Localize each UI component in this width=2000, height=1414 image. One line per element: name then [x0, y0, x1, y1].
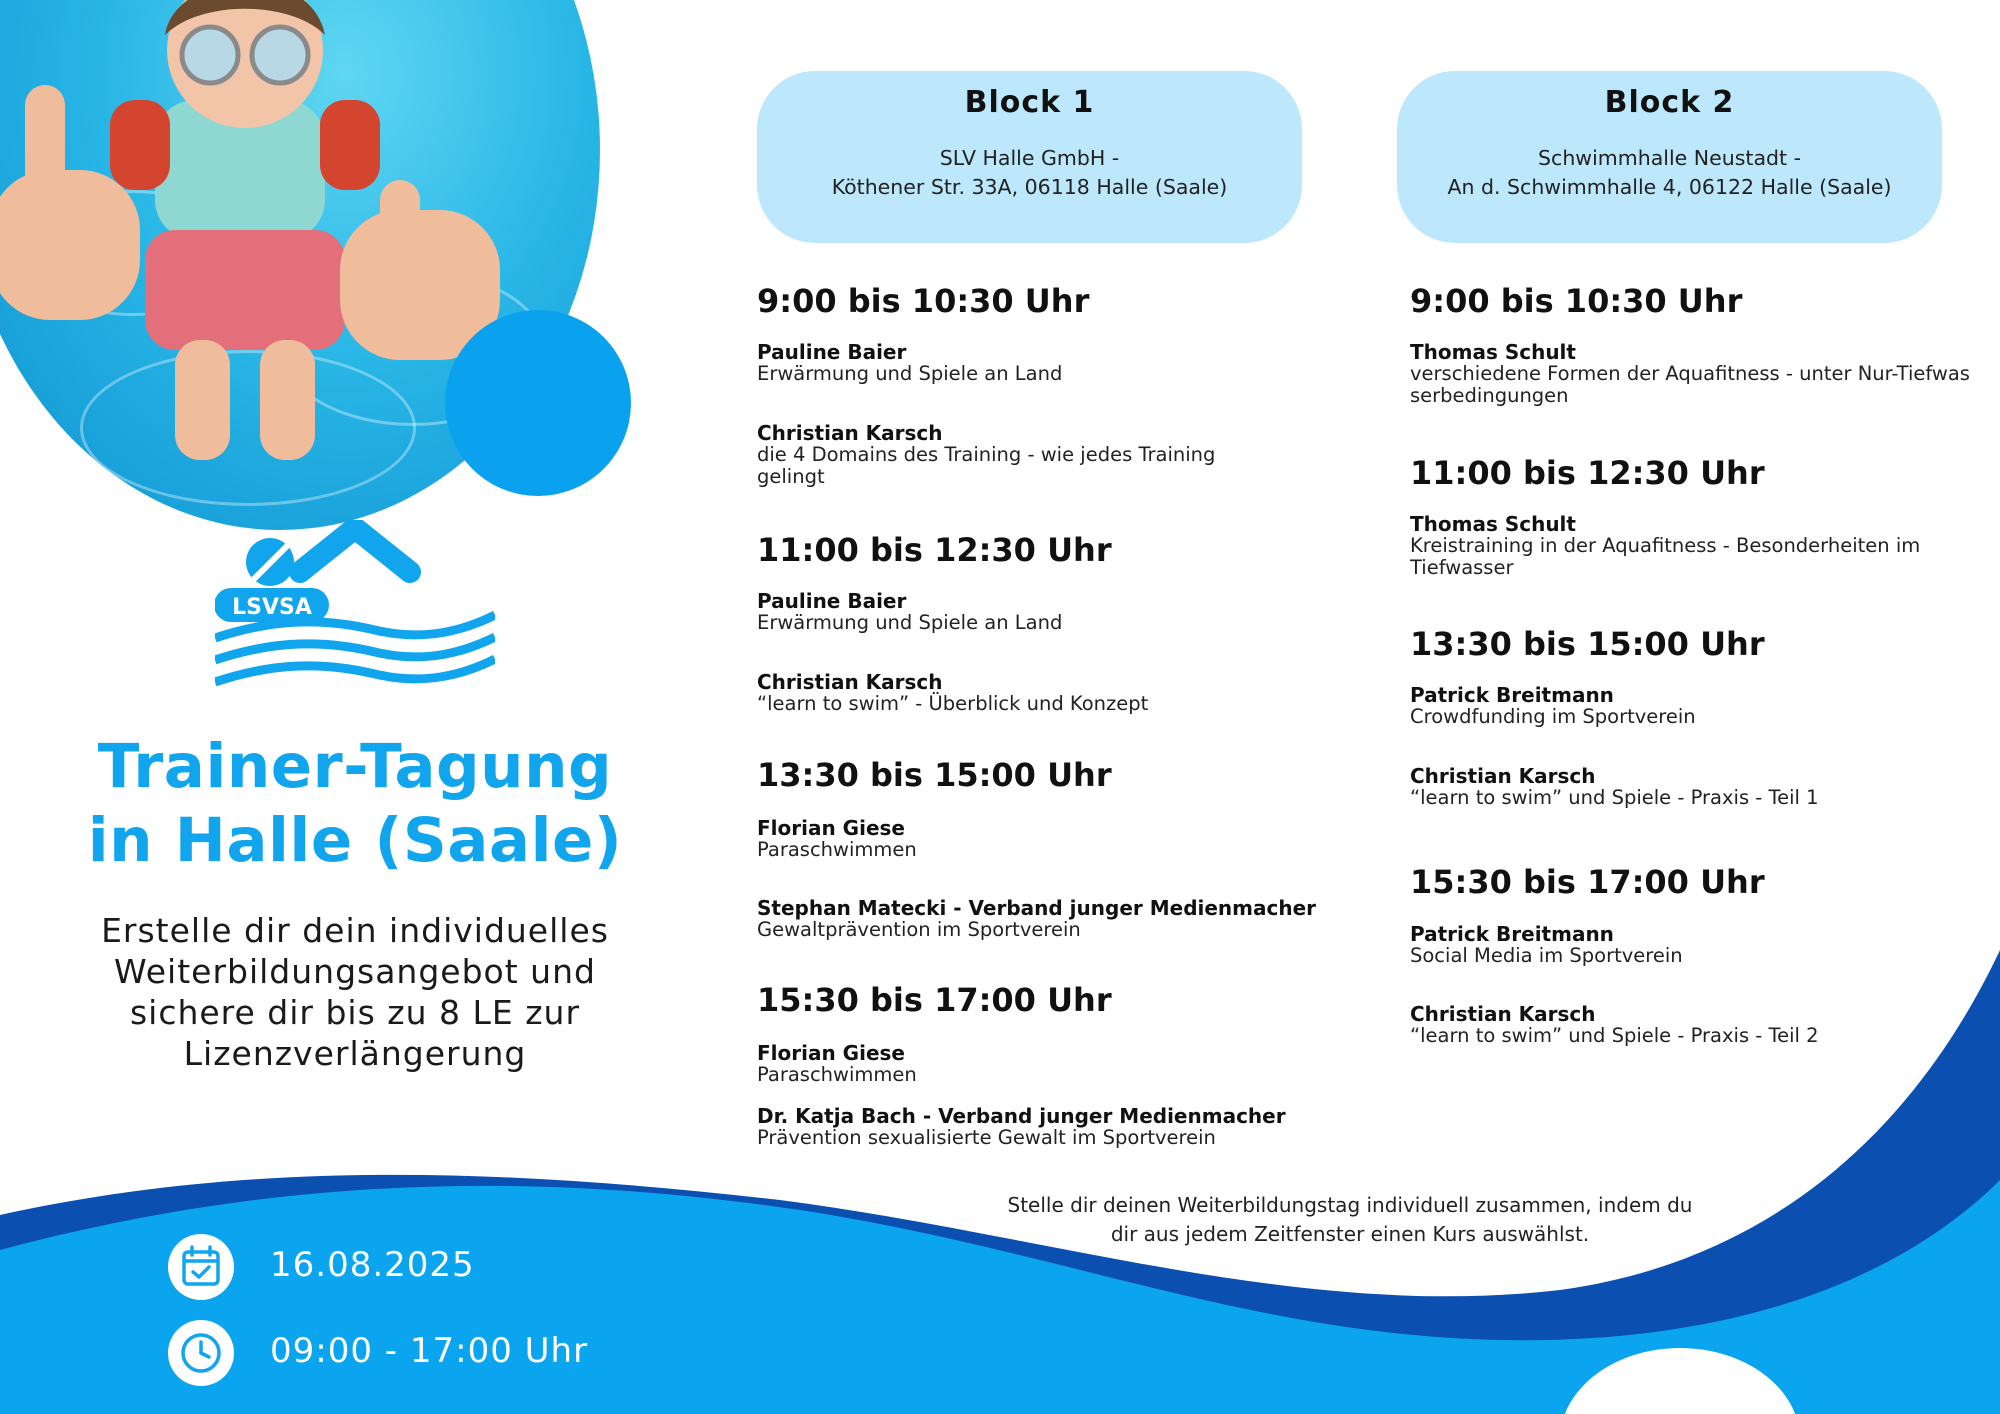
session: [1410, 341, 1980, 407]
session: [1410, 513, 1980, 579]
time-slot: 13:30 bis 15:00 Uhr: [757, 756, 1112, 794]
block-1-title: Block 1: [964, 85, 1095, 120]
session-topic: Gewaltprävention im Sportverein: [757, 918, 1081, 941]
footer-note-line-2: dir aus jedem Zeitfenster einen Kurs auswählst.: [1110, 1222, 1590, 1246]
session-speaker: Christian Karsch: [757, 670, 943, 694]
session: [757, 817, 1317, 861]
accent-circle: [445, 310, 631, 496]
session-speaker: Florian Giese: [757, 816, 905, 840]
session-speaker: Stephan Matecki - Verband junger Medienmacher: [757, 896, 1317, 920]
time-slot: 15:30 bis 17:00 Uhr: [757, 981, 1112, 1019]
block-2-location-line-1: Schwimmhalle Neustadt -: [1538, 146, 1801, 170]
session-speaker: Patrick Breitmann: [1410, 922, 1614, 946]
subtitle-line-4: Lizenzverlängerung: [183, 1034, 527, 1073]
block-2-header: [1397, 71, 1942, 243]
time-slot: 15:30 bis 17:00 Uhr: [1410, 863, 1765, 901]
session: [757, 341, 1317, 385]
time-slot: 11:00 bis 12:30 Uhr: [757, 531, 1112, 569]
session-speaker: Dr. Katja Bach - Verband junger Medienmacher: [757, 1104, 1286, 1128]
session: [757, 897, 1317, 941]
session-topic: verschiedene Formen der Aquafitness - unter Nur-Tiefwasserbedingungen: [1410, 362, 1970, 407]
session-topic: Erwärmung und Spiele an Land: [757, 362, 1063, 385]
lsvsa-logo: [215, 520, 495, 700]
session: [757, 1105, 1317, 1149]
clock-icon: [168, 1320, 234, 1386]
session: [1410, 1003, 1970, 1047]
block-1-location-line-2: Köthener Str. 33A, 06118 Halle (Saale): [831, 175, 1228, 199]
session-topic: “learn to swim” und Spiele - Praxis - Teil 2: [1410, 1024, 1819, 1047]
session-topic: “learn to swim” und Spiele - Praxis - Teil 1: [1410, 786, 1819, 809]
footer-note-line-1: Stelle dir deinen Weiterbildungstag individuell zusammen, indem du: [1007, 1193, 1693, 1217]
block-2-location-line-2: An d. Schwimmhalle 4, 06122 Halle (Saale): [1447, 175, 1892, 199]
session-speaker: Florian Giese: [757, 1041, 905, 1065]
session: [757, 1042, 1317, 1086]
time-slot: 9:00 bis 10:30 Uhr: [1410, 282, 1743, 320]
session-speaker: Christian Karsch: [757, 421, 943, 445]
session-speaker: Patrick Breitmann: [1410, 683, 1614, 707]
session: [757, 422, 1287, 488]
session: [1410, 684, 1970, 728]
subtitle-line-2: Weiterbildungsangebot und: [114, 952, 596, 991]
event-time: 09:00 - 17:00 Uhr: [270, 1331, 589, 1371]
session-topic: “learn to swim” - Überblick und Konzept: [757, 692, 1149, 715]
calendar-icon: [168, 1234, 234, 1300]
session-topic: Kreistraining in der Aquafitness - Besonderheiten im Tiefwasser: [1410, 534, 1921, 579]
session: [757, 671, 1317, 715]
session-speaker: Thomas Schult: [1410, 512, 1576, 536]
session-speaker: Pauline Baier: [757, 589, 907, 613]
footer-note: [900, 1191, 1800, 1249]
event-date: 16.08.2025: [270, 1245, 475, 1285]
session-speaker: Thomas Schult: [1410, 340, 1576, 364]
session-topic: Social Media im Sportverein: [1410, 944, 1683, 967]
session-topic: Paraschwimmen: [757, 1063, 917, 1086]
subtitle-line-1: Erstelle dir dein individuelles: [101, 911, 609, 950]
session-topic: Crowdfunding im Sportverein: [1410, 705, 1696, 728]
time-slot: 9:00 bis 10:30 Uhr: [757, 282, 1090, 320]
session-topic: Erwärmung und Spiele an Land: [757, 611, 1063, 634]
session-topic: Paraschwimmen: [757, 838, 917, 861]
logo-text: LSVSA: [232, 595, 312, 620]
block-1-header: [757, 71, 1302, 243]
session-speaker: Pauline Baier: [757, 340, 907, 364]
event-subtitle: [40, 910, 670, 1074]
time-slot: 13:30 bis 15:00 Uhr: [1410, 625, 1765, 663]
session-topic: die 4 Domains des Training - wie jedes Training gelingt: [757, 443, 1216, 488]
event-title-line-2: in Halle (Saale): [87, 805, 623, 876]
session: [757, 590, 1317, 634]
subtitle-line-3: sichere dir bis zu 8 LE zur: [129, 993, 581, 1032]
session-topic: Prävention sexualisierte Gewalt im Sportverein: [757, 1126, 1216, 1149]
session: [1410, 923, 1970, 967]
block-1-location-line-1: SLV Halle GmbH -: [939, 146, 1120, 170]
event-title-line-1: Trainer-Tagung: [97, 731, 613, 802]
event-title: [40, 730, 670, 878]
session-speaker: Christian Karsch: [1410, 1002, 1596, 1026]
block-2-title: Block 2: [1604, 85, 1735, 120]
session-speaker: Christian Karsch: [1410, 764, 1596, 788]
time-slot: 11:00 bis 12:30 Uhr: [1410, 454, 1765, 492]
session: [1410, 765, 1970, 809]
